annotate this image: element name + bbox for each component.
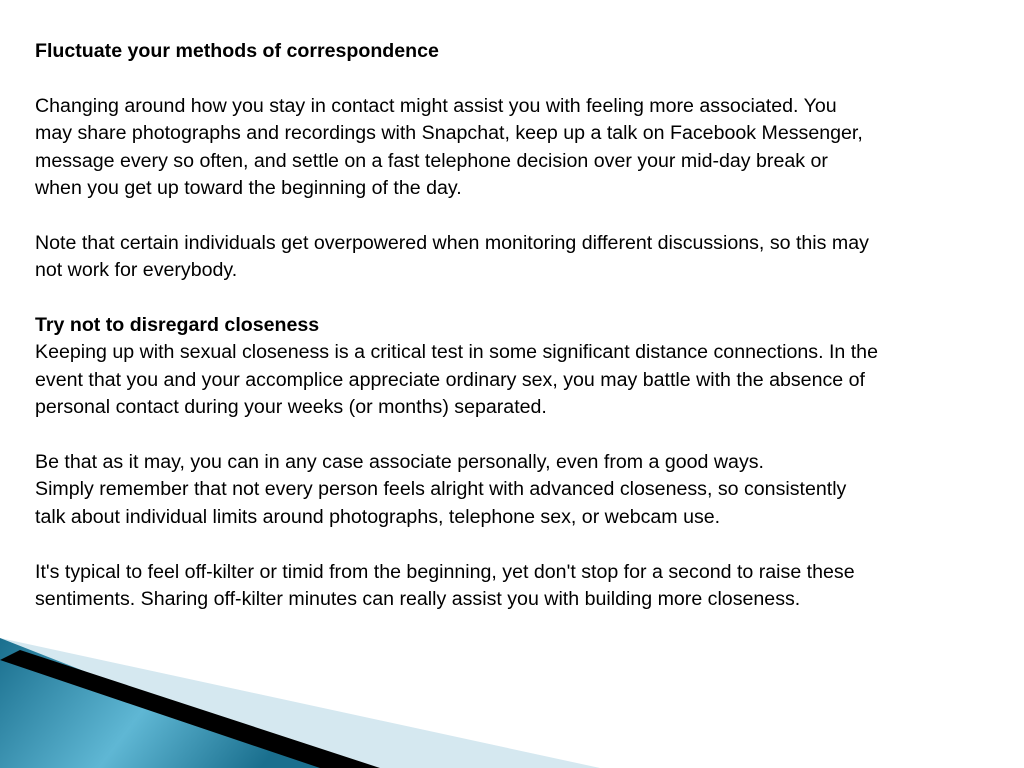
spacer — [35, 531, 1020, 558]
text-line: Simply remember that not every person feels alright with advanced closeness, so consistently — [35, 478, 847, 501]
text-line: personal contact during your weeks (or months) separated. — [35, 396, 547, 419]
section-heading-correspondence: Fluctuate your methods of correspondence — [35, 40, 439, 62]
text-line: talk about individual limits around photographs, telephone sex, or webcam use. — [35, 505, 721, 528]
section-heading-closeness: Try not to disregard closeness — [35, 314, 320, 337]
text-line: Note that certain individuals get overpowered when monitoring different discussions, so this may — [35, 231, 869, 254]
text-line: message every so often, and settle on a fast telephone decision over your mid-day break or — [35, 149, 828, 172]
paragraph-changing-contact — [35, 93, 1020, 203]
spacer — [35, 202, 1020, 229]
paragraph-sexual-closeness — [35, 339, 1020, 421]
text-line: Keeping up with sexual closeness is a critical test in some significant distance connections. In the — [35, 341, 878, 364]
text-line: Be that as it may, you can in any case associate personally, even from a good ways. — [35, 451, 764, 474]
paragraph-associate-personally — [35, 449, 1020, 531]
text-line: sentiments. Sharing off-kilter minutes can really assist you with building more closeness. — [35, 588, 801, 611]
text-line: may share photographs and recordings with Snapchat, keep up a talk on Facebook Messenger, — [35, 122, 863, 145]
paragraph-off-kilter — [35, 559, 1020, 614]
spacer — [35, 65, 1020, 92]
spacer — [35, 422, 1020, 449]
text-line: It's typical to feel off-kilter or timid from the beginning, yet don't stop for a second to raise these — [35, 560, 855, 583]
spacer — [35, 285, 1020, 312]
text-line: event that you and your accomplice appreciate ordinary sex, you may battle with the absence of — [35, 368, 865, 391]
text-line: Changing around how you stay in contact might assist you with feeling more associated. You — [35, 94, 837, 117]
slide-corner-decoration — [0, 638, 1024, 768]
text-line: not work for everybody. — [35, 259, 238, 282]
slide-body — [35, 38, 1020, 613]
text-line: when you get up toward the beginning of the day. — [35, 177, 462, 200]
paragraph-note — [35, 230, 1020, 285]
